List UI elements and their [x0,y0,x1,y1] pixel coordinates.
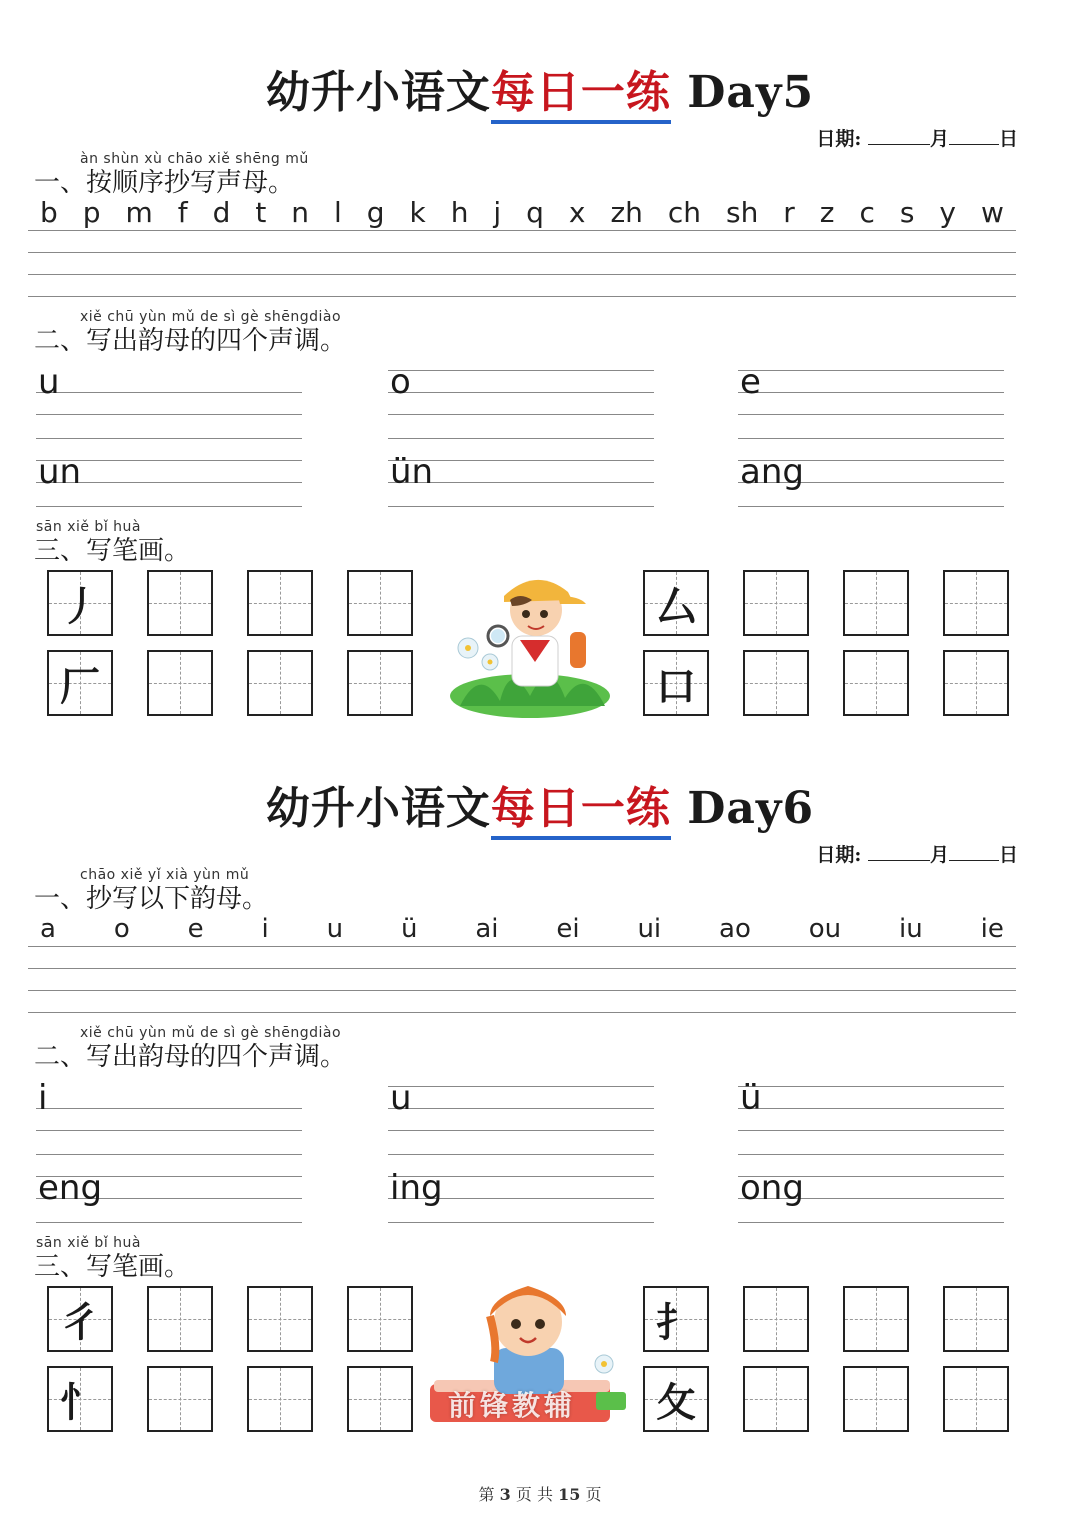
tone-writing-line[interactable] [738,414,1004,415]
tone-writing-line[interactable] [36,1108,302,1109]
letter-item: m [125,196,153,229]
section-heading: 三、写笔画。 [34,1252,191,1282]
letter-item: d [212,196,231,229]
day6-vowel-row [28,914,1016,944]
day6-section3-heading [34,1234,190,1282]
tone-writing-line[interactable] [388,1130,654,1131]
section-pinyin: sān xiě bǐ huà [36,1235,141,1251]
letter-item: iu [899,914,923,944]
practice-box[interactable] [347,1366,413,1432]
practice-box[interactable] [247,570,313,636]
footer-post: 页 [585,1485,602,1504]
letter-item: i [261,914,269,944]
section-pinyin: àn shùn xù chāo xiě shēng mǔ [80,151,309,167]
tone-writing-line[interactable] [388,414,654,415]
practice-box[interactable] [347,570,413,636]
title-day: Day5 [687,67,815,118]
section-heading: 一、抄写以下韵母。 [34,884,269,914]
title-highlight: 每日一练 [491,56,671,120]
practice-box[interactable] [347,650,413,716]
letter-item: o [113,914,130,944]
stroke-character: 攵 [656,1379,696,1426]
tone-writing-line[interactable] [388,506,654,507]
day5-section3-heading [34,518,190,566]
letter-item: n [291,196,310,229]
letter-item: p [82,196,101,229]
tone-writing-line[interactable] [36,506,302,507]
letter-item: z [819,196,835,229]
letter-item: u [326,914,344,944]
stroke-character: 扌 [656,1299,696,1346]
letter-item: x [568,196,586,229]
day6-section1-heading [34,866,268,914]
stroke-character: 口 [656,663,696,710]
month-blank[interactable] [868,842,930,861]
letter-item: ui [637,914,662,944]
final-label: ang [740,452,804,492]
tone-writing-line[interactable] [388,1108,654,1109]
stroke-character: 厂 [60,663,100,710]
day-label: 日 [998,128,1018,150]
letter-item: g [366,196,385,229]
writing-line[interactable] [28,1012,1016,1013]
section-pinyin: xiě chū yùn mǔ de sì gè shēngdiào [80,309,342,325]
month-label: 月 [929,128,949,150]
section-heading: 二、写出韵母的四个声调。 [34,1042,347,1072]
section-pinyin: xiě chū yùn mǔ de sì gè shēngdiào [80,1025,342,1041]
practice-box[interactable] [147,1286,213,1352]
day5-section1-heading [34,150,309,198]
writing-line[interactable] [28,296,1016,297]
practice-box[interactable] [247,1366,313,1432]
letter-item: r [783,196,795,229]
date-label: 日期: [816,128,862,150]
writing-line[interactable] [28,946,1016,947]
day-blank[interactable] [949,126,999,145]
title-main: 幼升小语文 [265,67,491,118]
stroke-example-box[interactable] [47,570,113,636]
stroke-example-box[interactable] [47,1366,113,1432]
tone-writing-line[interactable] [738,1108,1004,1109]
stroke-character: 忄 [60,1379,100,1426]
practice-box[interactable] [743,1286,809,1352]
letter-item: ch [667,196,702,229]
stroke-example-box[interactable] [643,650,709,716]
title-main: 幼升小语文 [265,783,491,834]
title-day: Day6 [687,783,815,834]
final-label: eng [38,1168,103,1208]
practice-box[interactable] [843,570,909,636]
letter-item: ao [719,914,751,944]
letter-item: ü [400,914,418,944]
letter-item: e [187,914,204,944]
day5-date-line [816,124,1018,151]
letter-item: j [493,196,502,229]
tone-writing-line[interactable] [738,1086,1004,1087]
practice-box[interactable] [347,1286,413,1352]
tone-writing-line[interactable] [388,1154,654,1155]
day5-section2-heading [34,308,346,356]
practice-box[interactable] [743,1366,809,1432]
date-label: 日期: [816,844,862,866]
letter-item: ie [980,914,1004,944]
day-label: 日 [998,844,1018,866]
letter-item: y [939,196,956,229]
final-label: ing [390,1168,443,1208]
tone-writing-line[interactable] [388,1222,654,1223]
day6-date-line [816,840,1018,867]
practice-box[interactable] [247,1286,313,1352]
letter-item: t [255,196,267,229]
footer-mid: 页 共 [515,1485,553,1504]
writing-line[interactable] [28,230,1016,231]
stroke-example-box[interactable] [643,1286,709,1352]
tone-writing-line[interactable] [738,506,1004,507]
final-label: e [740,362,761,402]
tone-writing-line[interactable] [388,392,654,393]
stroke-example-box[interactable] [643,570,709,636]
practice-box[interactable] [943,650,1009,716]
tone-writing-line[interactable] [36,1222,302,1223]
tone-writing-line[interactable] [36,392,302,393]
letter-item: c [859,196,875,229]
month-label: 月 [929,844,949,866]
practice-box[interactable] [843,650,909,716]
tone-writing-line[interactable] [738,370,1004,371]
tone-writing-line[interactable] [738,1222,1004,1223]
tone-writing-line[interactable] [738,1130,1004,1131]
practice-box[interactable] [843,1366,909,1432]
practice-box[interactable] [247,650,313,716]
final-label: ong [740,1168,804,1208]
practice-box[interactable] [147,570,213,636]
letter-item: f [177,196,188,229]
practice-box[interactable] [843,1286,909,1352]
day5-title [0,56,1080,120]
tone-writing-line[interactable] [388,370,654,371]
letter-item: zh [610,196,643,229]
letter-item: s [899,196,915,229]
watermark-text: 前锋教辅 [448,1389,577,1422]
final-label: un [38,452,82,492]
day6-title [0,772,1080,836]
writing-line[interactable] [28,968,1016,969]
practice-box[interactable] [743,570,809,636]
practice-box[interactable] [943,1286,1009,1352]
tone-writing-line[interactable] [36,1154,302,1155]
section-heading: 三、写笔画。 [34,536,191,566]
stroke-example-box[interactable] [643,1366,709,1432]
stroke-character: 丿 [60,583,100,630]
footer-pre: 第 [478,1485,495,1504]
day5-consonant-row [28,196,1016,229]
letter-item: a [40,914,56,944]
tone-writing-line[interactable] [36,414,302,415]
tone-writing-line[interactable] [738,438,1004,439]
final-label: i [38,1078,48,1118]
tone-writing-line[interactable] [388,1086,654,1087]
practice-box[interactable] [743,650,809,716]
day-blank[interactable] [949,842,999,861]
letter-item: w [980,196,1004,229]
section-heading: 二、写出韵母的四个声调。 [34,326,347,356]
tone-writing-line[interactable] [388,438,654,439]
practice-box[interactable] [943,570,1009,636]
practice-box[interactable] [147,1366,213,1432]
final-label: u [38,362,60,402]
stroke-character: 厶 [656,583,696,630]
writing-line[interactable] [28,274,1016,275]
final-label: u [390,1078,412,1118]
tone-writing-line[interactable] [738,1154,1004,1155]
final-label: ü [740,1078,762,1118]
practice-box[interactable] [943,1366,1009,1432]
stroke-example-box[interactable] [47,1286,113,1352]
letter-item: sh [725,196,759,229]
letter-item: ou [808,914,842,944]
footer-page-number: 3 [499,1485,511,1504]
letter-item: l [334,196,342,229]
boy-explorer-illustration [440,566,620,726]
final-label: ün [390,452,434,492]
letter-item: ei [556,914,580,944]
practice-box[interactable] [147,650,213,716]
letter-item: ai [475,914,499,944]
writing-line[interactable] [28,252,1016,253]
tone-writing-line[interactable] [36,1130,302,1131]
final-label: o [390,362,411,402]
month-blank[interactable] [868,126,930,145]
page-footer [0,1482,1080,1505]
footer-total-pages: 15 [558,1485,581,1504]
letter-item: k [409,196,426,229]
writing-line[interactable] [28,990,1016,991]
stroke-example-box[interactable] [47,650,113,716]
letter-item: q [526,196,544,229]
day6-section2-heading [34,1024,346,1072]
section-heading: 一、按顺序抄写声母。 [34,168,295,198]
letter-item: b [40,196,58,229]
tone-writing-line[interactable] [36,438,302,439]
section-pinyin: sān xiě bǐ huà [36,519,141,535]
title-highlight: 每日一练 [491,772,671,836]
section-pinyin: chāo xiě yǐ xià yùn mǔ [80,867,250,883]
tone-writing-line[interactable] [738,392,1004,393]
letter-item: h [450,196,469,229]
stroke-character: 彳 [60,1299,100,1346]
